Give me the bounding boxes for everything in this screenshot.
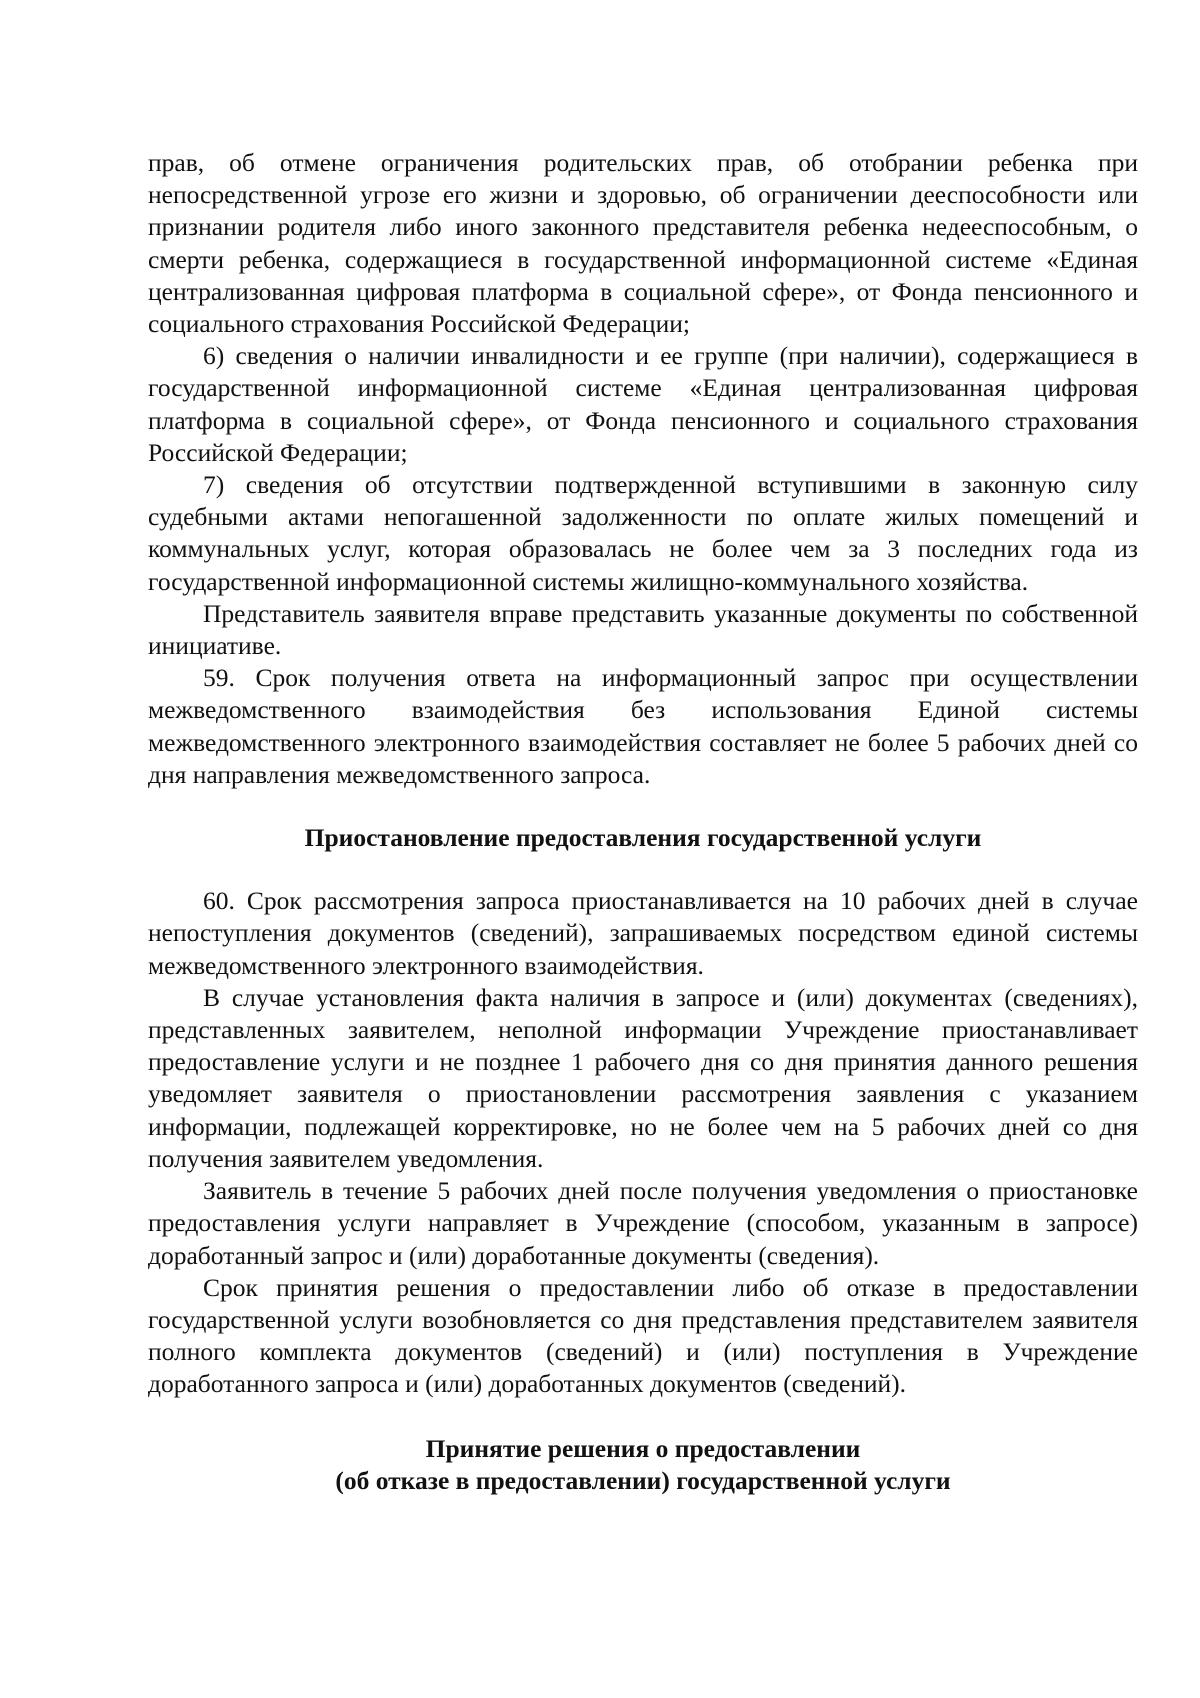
paragraph-item-7: 7) сведения об отсутствии подтвержденной вступившими в законную силу судебными актами непогашенной задолженности по оплате жилых помещений и коммунальных услуг, которая образовалась не более чем за 3 последних года из государственной информационной системы жилищно-коммунального хозяйства. <box>148 470 1138 596</box>
paragraph-item-6: 6) сведения о наличии инвалидности и ее группе (при наличии), содержащиеся в государственной информационной системе «Единая централизованная цифровая платформа в социальной сфере», от Фонда пенсионного и социального страхования Российской Федерации; <box>148 341 1138 467</box>
section-heading-suspension: Приостановление предоставления государственной услуги <box>304 823 982 853</box>
section-heading-decision <box>148 1433 1138 1497</box>
paragraph-representative: Представитель заявителя вправе представить указанные документы по собственной инициативе. <box>148 598 1138 661</box>
paragraph-incomplete-info: В случае установления факта наличия в запросе и (или) документах (сведениях), представленных заявителем, неполной информации Учреждение приостанавливает предоставление услуги и не позднее 1 рабочего дня со дня принятия данного решения уведомляет заявителя о приостановлении рассмотрения заявления с указанием информации, подлежащей корректировке, но не более чем на 5 рабочих дней со дня получения заявителем уведомления. <box>148 982 1138 1173</box>
section-heading-decision-line2: (об отказе в предоставлении) государственной услуги <box>335 1465 951 1495</box>
paragraph-term-resumption: Срок принятия решения о предоставлении либо об отказе в предоставлении государственной услуги возобновляется со дня представления представителем заявителя полного комплекта документов (сведений) и (или) поступления в Учреждение доработанного запроса и (или) доработанных документов (сведений). <box>148 1272 1138 1399</box>
section-heading-decision-line1: Принятие решения о предоставлении <box>425 1433 861 1463</box>
paragraph-applicant-response: Заявитель в течение 5 рабочих дней после получения уведомления о приостановке предоставления услуги направляет в Учреждение (способом, указанным в запросе) доработанный запрос и (или) доработанные документы (сведения). <box>148 1176 1138 1270</box>
paragraph-60: 60. Срок рассмотрения запроса приостанавливается на 10 рабочих дней в случае непоступления документов (сведений), запрашиваемых посредством единой системы межведомственного электронного взаимодействия. <box>148 886 1138 980</box>
paragraph-59: 59. Срок получения ответа на информационный запрос при осуществлении межведомственного взаимодействия без использования Единой системы межведомственного электронного взаимодействия составляет не более 5 рабочих дней со дня направления межведомственного запроса. <box>148 663 1138 789</box>
document-body <box>148 147 1138 1497</box>
paragraph-continuation: прав, об отмене ограничения родительских прав, об отобрании ребенка при непосредственной угрозе его жизни и здоровью, об ограничении дееспособности или признании родителя либо иного законного представителя ребенка недееспособным, о смерти ребенка, содержащиеся в государственной информационной системе «Единая централизованная цифровая платформа в социальной сфере», от Фонда пенсионного и социального страхования Российской Федерации; <box>148 148 1138 339</box>
